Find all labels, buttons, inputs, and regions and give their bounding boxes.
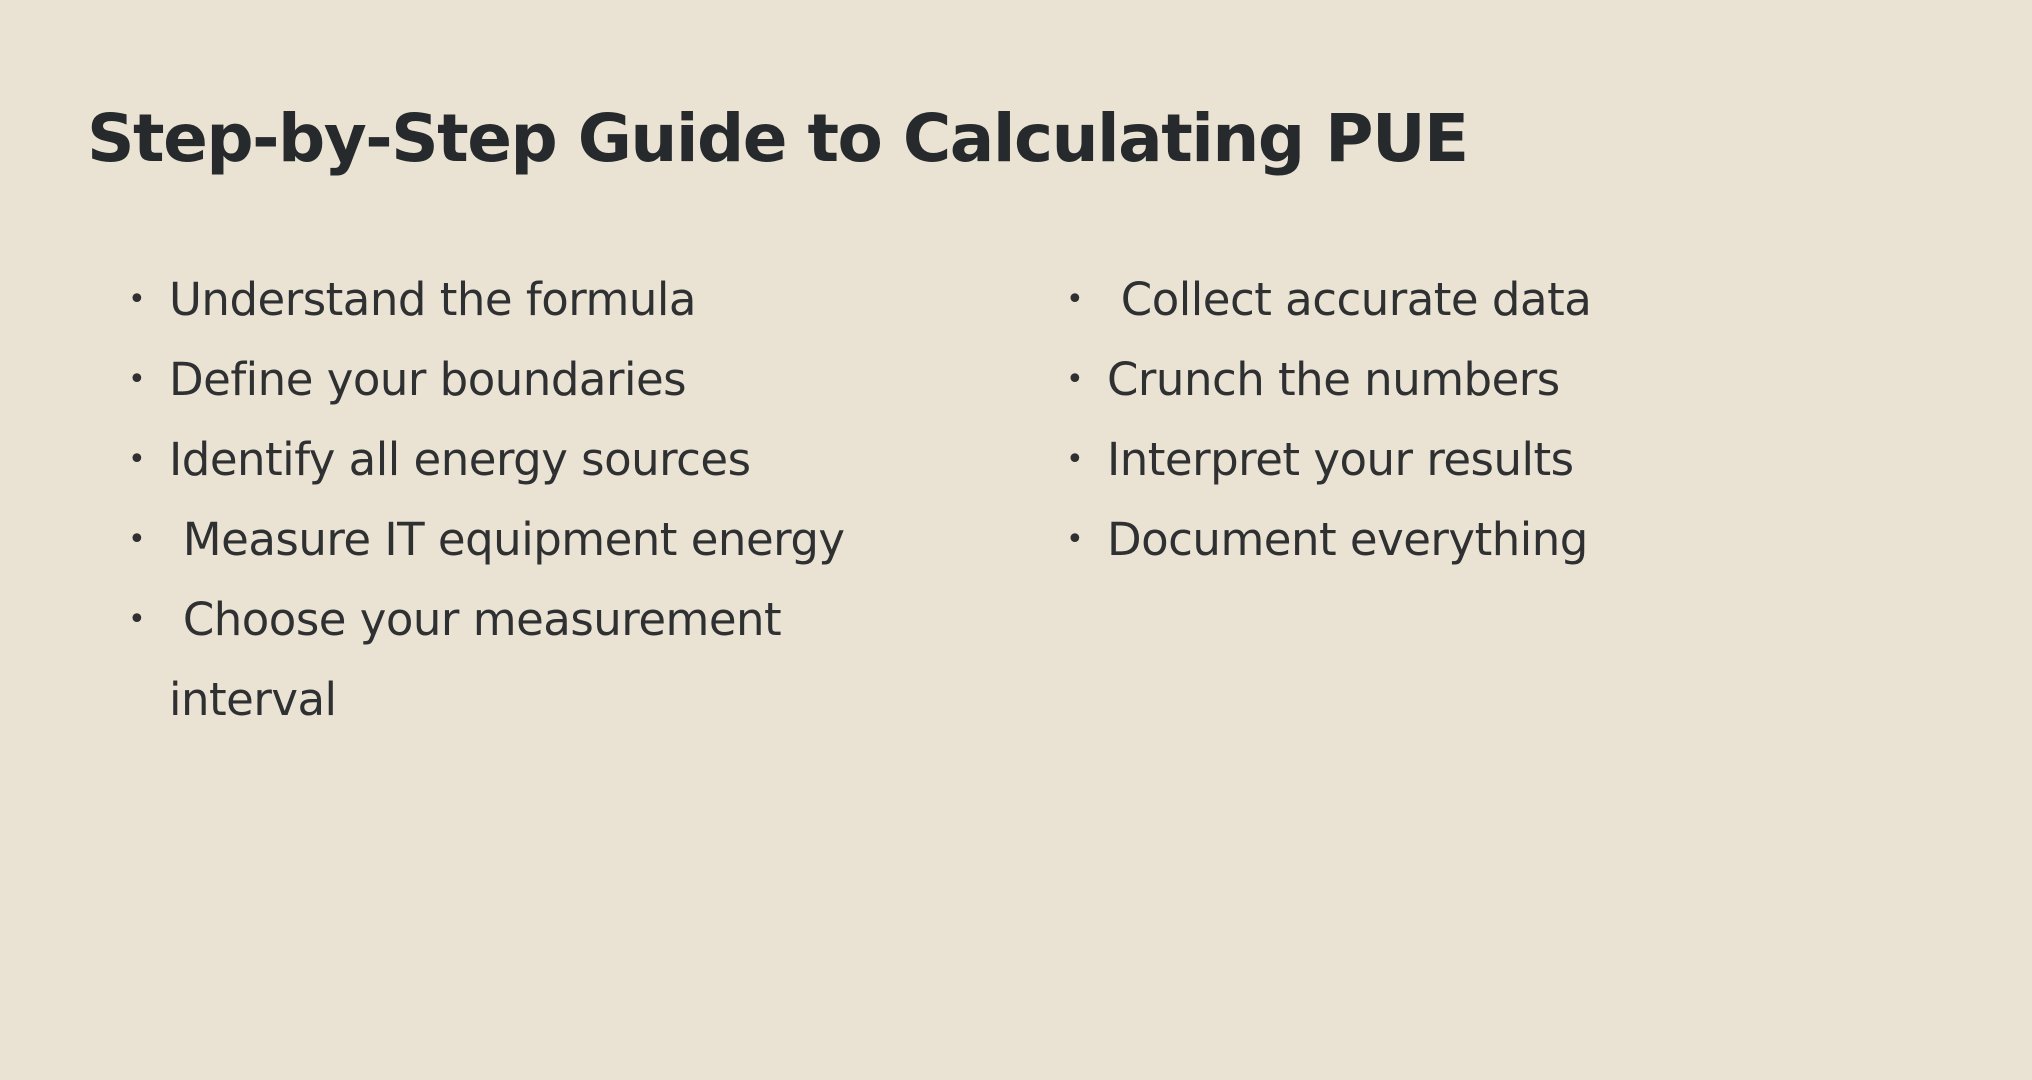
list-item [120,260,880,340]
list-item [1058,500,1818,580]
list-item [1058,340,1818,420]
list-item-label: Crunch the numbers [1107,353,1560,406]
list-item [120,500,880,580]
list-item-label: Understand the formula [169,273,696,326]
list-item [120,340,880,420]
bullet-icon: • [128,442,146,477]
bullet-icon: • [1066,442,1084,477]
list-item [120,420,880,500]
bullet-icon: • [1066,362,1084,397]
list-item-label: Define your boundaries [169,353,687,406]
bullet-icon: • [128,522,146,557]
list-item [120,580,869,740]
list-item-label: Interpret your results [1107,433,1574,486]
list-item-label: Document everything [1107,513,1588,566]
bullet-icon: • [1066,282,1084,317]
steps-list-right [1058,260,1818,580]
list-item-label: Measure IT equipment energy [169,513,845,566]
bullet-icon: • [128,602,146,637]
steps-list-left [120,260,880,740]
bullet-icon: • [128,362,146,397]
list-item-label: Choose your measurement interval [169,593,795,726]
list-item-label: Collect accurate data [1107,273,1592,326]
list-item-label: Identify all energy sources [169,433,751,486]
slide-title: Step-by-Step Guide to Calculating PUE [87,100,1468,177]
list-item [1058,260,1818,340]
bullet-icon: • [128,282,146,317]
list-item [1058,420,1818,500]
bullet-icon: • [1066,522,1084,557]
